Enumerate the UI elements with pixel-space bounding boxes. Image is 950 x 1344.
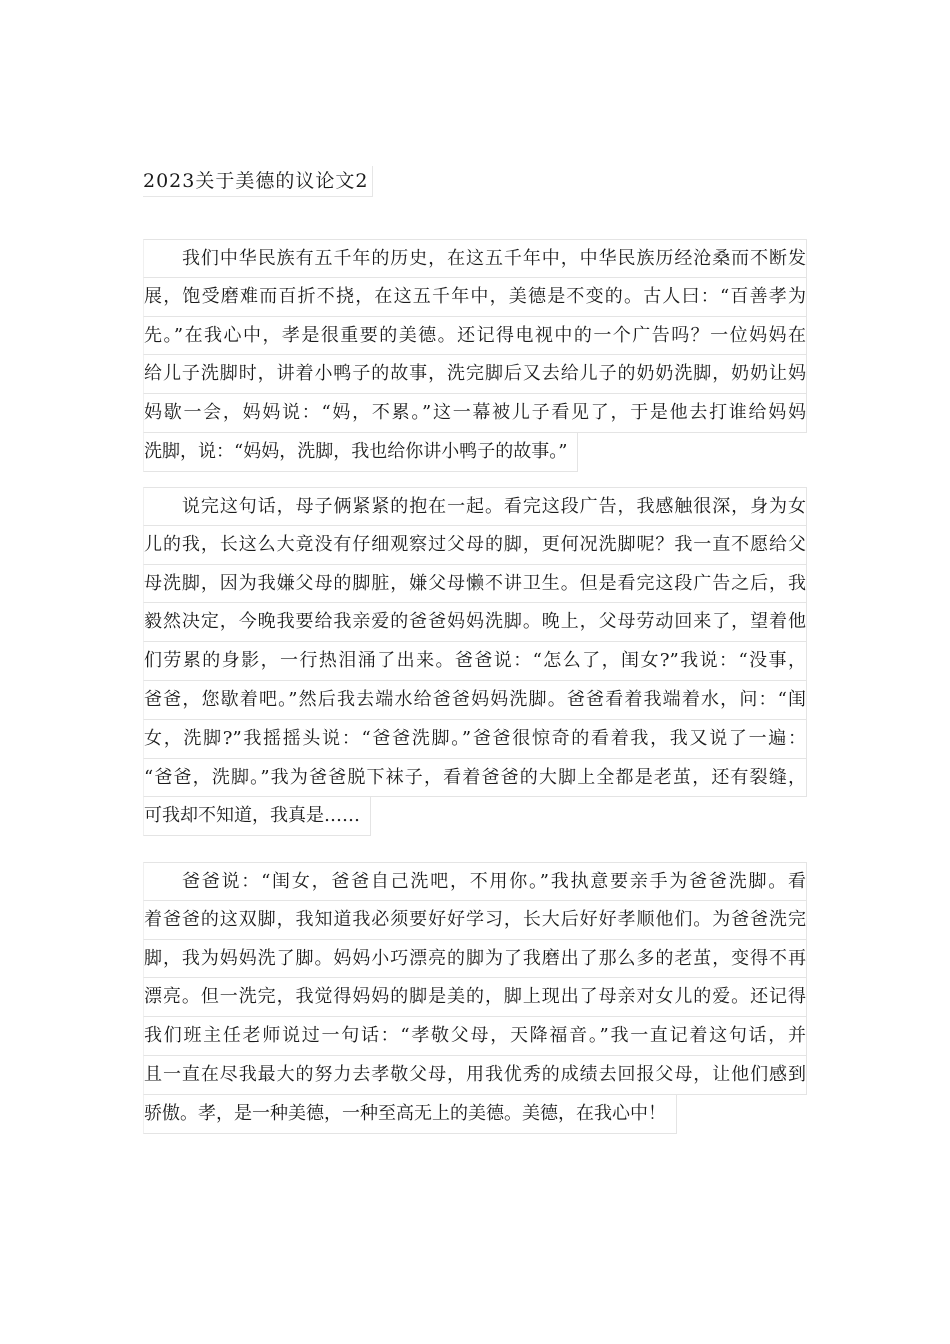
- text-line: 母洗脚，因为我嫌父母的脚脏，嫌父母懒不讲卫生。但是看完这段广告之后，我: [143, 565, 807, 604]
- text-line: 漂亮。但一洗完，我觉得妈妈的脚是美的，脚上现出了母亲对女儿的爱。还记得: [143, 978, 807, 1017]
- text-line: 展，饱受磨难而百折不挠，在这五千年中，美德是不变的。古人曰：“百善孝为: [143, 278, 807, 317]
- text-line: 爸爸说：“闺女，爸爸自己洗吧，不用你。”我执意要亲手为爸爸洗脚。看: [143, 862, 807, 901]
- text-line: 妈歇一会，妈妈说：“妈，不累。”这一幕被儿子看见了，于是他去打谁给妈妈: [143, 394, 807, 433]
- text-line: 儿的我，长这么大竟没有仔细观察过父母的脚，更何况洗脚呢？我一直不愿给父: [143, 526, 807, 565]
- text-line: 爸爸，您歇着吧。”然后我去端水给爸爸妈妈洗脚。爸爸看着我端着水，问：“闺: [143, 681, 807, 720]
- text-line: 我们班主任老师说过一句话：“孝敬父母，天降福音。”我一直记着这句话，并: [143, 1017, 807, 1056]
- text-line: 着爸爸的这双脚，我知道我必须要好好学习，长大后好好孝顺他们。为爸爸洗完: [143, 901, 807, 940]
- paragraph-1: [143, 239, 807, 476]
- text-line: 给儿子洗脚时，讲着小鸭子的故事，洗完脚后又去给儿子的奶奶洗脚，奶奶让妈: [143, 355, 807, 394]
- text-line: 且一直在尽我最大的努力去孝敬父母，用我优秀的成绩去回报父母，让他们感到: [143, 1056, 807, 1095]
- text-line: 们劳累的身影，一行热泪涌了出来。爸爸说：“怎么了，闺女?”我说：“没事，: [143, 642, 807, 681]
- text-line: 脚，我为妈妈洗了脚。妈妈小巧漂亮的脚为了我磨出了那么多的老茧，变得不再: [143, 940, 807, 979]
- text-line: 我们中华民族有五千年的历史，在这五千年中，中华民族历经沧桑而不断发: [143, 239, 807, 278]
- text-line: 洗脚，说：“妈妈，洗脚，我也给你讲小鸭子的故事。”: [143, 433, 578, 472]
- paragraph-2: [143, 487, 807, 840]
- text-line: 女，洗脚?”我摇摇头说：“爸爸洗脚。”爸爸很惊奇的看着我，我又说了一遍：: [143, 720, 807, 759]
- text-line: 毅然决定，今晚我要给我亲爱的爸爸妈妈洗脚。晚上，父母劳动回来了，望着他: [143, 603, 807, 642]
- paragraph-3: [143, 862, 807, 1138]
- text-line: 骄傲。孝，是一种美德，一种至高无上的美德。美德，在我心中！: [143, 1095, 677, 1134]
- document-title: 2023关于美德的议论文2: [143, 166, 373, 197]
- text-line: 说完这句话，母子俩紧紧的抱在一起。看完这段广告，我感触很深，身为女: [143, 487, 807, 526]
- text-line: 先。”在我心中，孝是很重要的美德。还记得电视中的一个广告吗？一位妈妈在: [143, 317, 807, 356]
- text-line: “爸爸，洗脚。”我为爸爸脱下袜子，看着爸爸的大脚上全都是老茧，还有裂缝，: [143, 759, 807, 798]
- text-line: 可我却不知道，我真是……: [143, 797, 371, 836]
